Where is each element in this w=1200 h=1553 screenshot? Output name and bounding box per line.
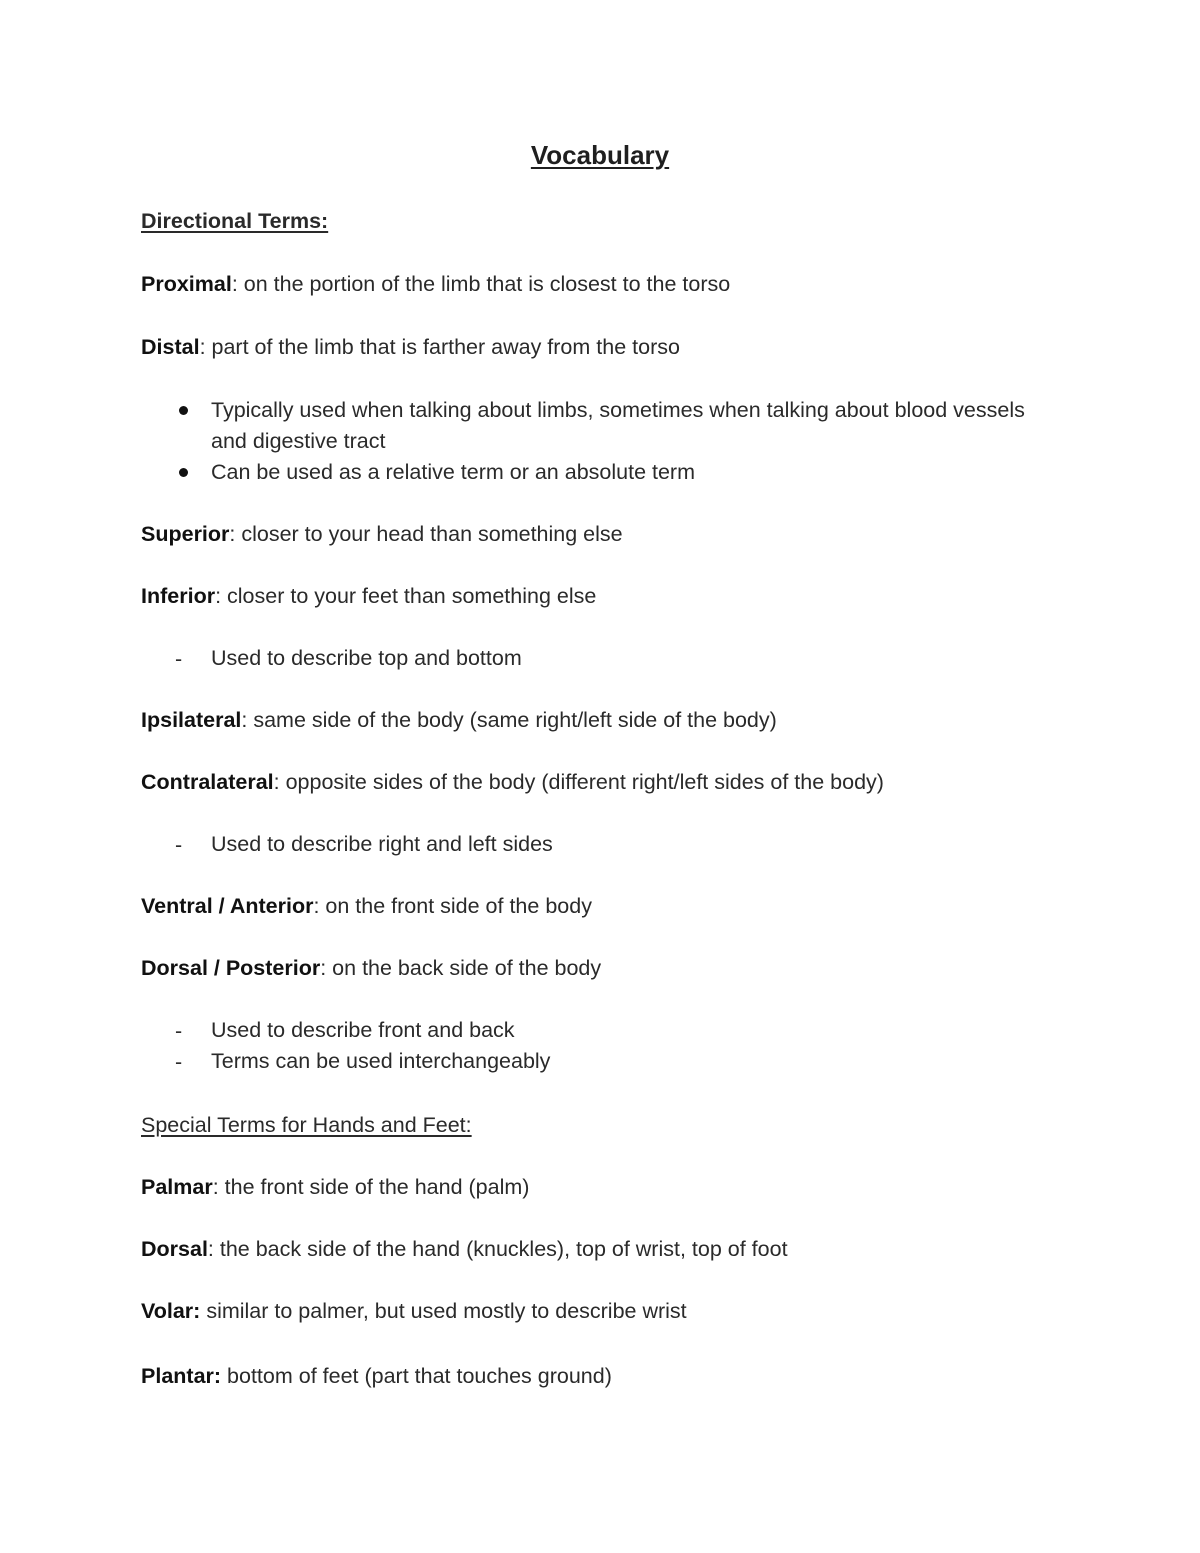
term-label: Ipsilateral <box>141 708 242 732</box>
term-label: Superior <box>141 522 230 546</box>
list-item-dorsal-note-1: Used to describe front and back <box>211 1018 515 1042</box>
definition-contralateral <box>141 768 884 796</box>
definition-palmar <box>141 1173 529 1201</box>
term-label: Distal <box>141 335 200 359</box>
definition-superior <box>141 520 623 548</box>
term-definition: : same side of the body (same right/left side of the body) <box>241 708 777 732</box>
list-item-dorsal-note-2: Terms can be used interchangeably <box>211 1049 551 1073</box>
definition-plantar <box>141 1362 612 1390</box>
term-label: Contralateral <box>141 770 274 794</box>
definition-volar <box>141 1297 687 1325</box>
term-definition: : closer to your feet than something else <box>215 584 597 608</box>
list-item-distal-2: Can be used as a relative term or an absolute term <box>211 460 696 484</box>
term-definition: bottom of feet (part that touches ground) <box>221 1364 612 1388</box>
term-label: Inferior <box>141 584 216 608</box>
term-definition: : the back side of the hand (knuckles), top of wrist, top of foot <box>207 1237 788 1261</box>
bullet-icon <box>179 468 188 477</box>
definition-inferior <box>141 582 596 610</box>
term-label: Plantar: <box>141 1364 222 1388</box>
term-definition: : closer to your head than something else <box>229 522 623 546</box>
dash-icon: - <box>175 1050 183 1074</box>
term-label: Volar: <box>141 1299 201 1323</box>
term-label: Palmar <box>141 1175 213 1199</box>
term-definition: : on the front side of the body <box>313 894 592 918</box>
definition-ipsilateral <box>141 706 777 734</box>
definition-dorsal-posterior <box>141 954 601 982</box>
dash-icon: - <box>175 647 183 671</box>
dash-icon: - <box>175 1019 183 1043</box>
term-definition: : on the portion of the limb that is closest to the torso <box>231 272 731 296</box>
definition-proximal <box>141 270 730 298</box>
list-item-distal-1: Typically used when talking about limbs, sometimes when talking about blood vessels and digestive tract <box>211 398 1025 453</box>
dash-icon: - <box>175 833 183 857</box>
term-label: Proximal <box>141 272 232 296</box>
term-label: Ventral / Anterior <box>141 894 314 918</box>
list-item-contralateral-note: Used to describe right and left sides <box>211 832 553 856</box>
term-definition: : part of the limb that is farther away from the torso <box>199 335 680 359</box>
page-title: Vocabulary <box>530 140 670 170</box>
term-label: Dorsal <box>141 1237 208 1261</box>
definition-dorsal-hand <box>141 1235 788 1263</box>
term-definition: similar to palmer, but used mostly to describe wrist <box>200 1299 687 1323</box>
section-subheading-hands-feet: Special Terms for Hands and Feet: <box>141 1113 472 1137</box>
definition-distal <box>141 333 680 361</box>
bullet-icon <box>179 406 188 415</box>
term-definition: : the front side of the hand (palm) <box>212 1175 530 1199</box>
definition-ventral-anterior <box>141 892 592 920</box>
section-heading-directional-terms: Directional Terms: <box>141 209 329 233</box>
list-item-inferior-note: Used to describe top and bottom <box>211 646 522 670</box>
term-label: Dorsal / Posterior <box>141 956 321 980</box>
term-definition: : on the back side of the body <box>320 956 602 980</box>
term-definition: : opposite sides of the body (different right/left sides of the body) <box>273 770 884 794</box>
